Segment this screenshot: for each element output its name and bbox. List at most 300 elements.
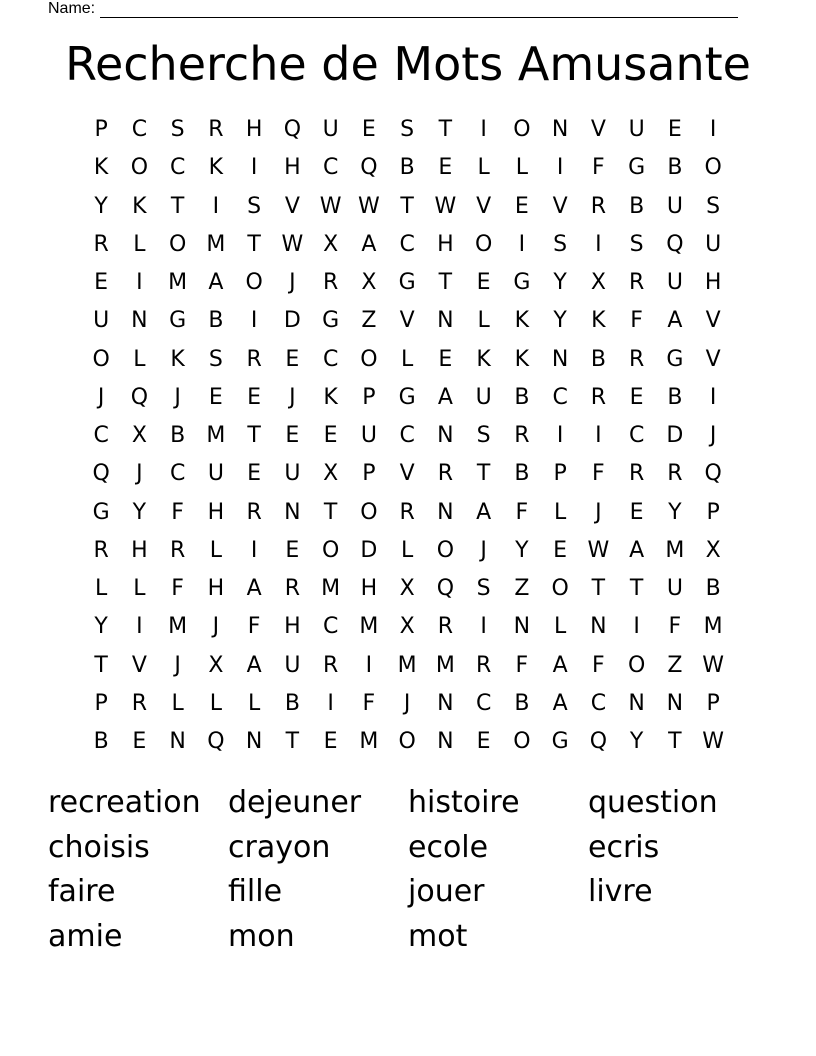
name-field: [48, 0, 738, 18]
grid-letter: F: [592, 155, 605, 181]
word-list-item: fille: [228, 874, 283, 909]
grid-letter: Y: [132, 499, 147, 525]
grid-letter: L: [400, 346, 414, 372]
grid-letter: U: [666, 270, 683, 295]
grid-letter: K: [132, 193, 147, 219]
grid-letter: B: [170, 423, 186, 448]
grid-letter: M: [168, 614, 188, 640]
grid-letter: E: [629, 499, 644, 525]
grid-letter: R: [246, 346, 262, 372]
grid-letter: A: [246, 652, 262, 678]
grid-letter: O: [704, 155, 722, 181]
grid-letter: G: [169, 308, 187, 334]
grid-letter: I: [327, 690, 334, 716]
grid-letter: R: [590, 193, 607, 219]
grid-letter: K: [208, 155, 224, 181]
grid-letter: U: [360, 423, 377, 448]
grid-letter: M: [206, 423, 226, 448]
grid-letter: E: [247, 384, 262, 410]
grid-letter: O: [474, 231, 493, 257]
grid-letter: I: [365, 652, 373, 678]
grid-letter: A: [208, 270, 224, 295]
grid-letter: I: [480, 117, 487, 142]
grid-letter: J: [595, 499, 602, 525]
grid-letter: X: [399, 614, 415, 640]
grid-letter: I: [595, 423, 602, 448]
grid-letter: A: [361, 231, 377, 257]
grid-letter: I: [212, 193, 220, 219]
grid-letter: L: [247, 690, 261, 716]
grid-letter: V: [399, 461, 415, 487]
grid-letter: S: [247, 193, 262, 219]
grid-letter: A: [667, 308, 683, 334]
grid-letter: U: [475, 384, 492, 410]
letter-grid: [82, 111, 732, 761]
grid-letter: O: [92, 346, 110, 372]
grid-letter: U: [322, 117, 339, 142]
grid-letter: V: [399, 308, 415, 334]
grid-letter: A: [552, 690, 568, 716]
grid-letter: Z: [361, 308, 377, 334]
word-list-item: ecris: [588, 829, 660, 865]
grid-letter: Z: [514, 576, 530, 601]
grid-letter: J: [174, 384, 181, 410]
grid-letter: M: [397, 652, 417, 678]
grid-letter: N: [245, 729, 263, 754]
grid-letter: K: [93, 155, 109, 181]
grid-letter: I: [556, 155, 564, 181]
grid-letter: P: [362, 384, 376, 410]
grid-letter: F: [171, 576, 184, 601]
grid-letter: J: [289, 270, 296, 295]
grid-letter: H: [207, 576, 225, 601]
grid-letter: R: [628, 270, 645, 295]
grid-letter: R: [590, 384, 607, 410]
word-list-item: dejeuner: [228, 785, 362, 820]
grid-letter: F: [362, 690, 376, 716]
grid-letter: B: [93, 729, 109, 754]
grid-letter: A: [552, 652, 568, 678]
grid-letter: G: [92, 499, 110, 525]
grid-letter: T: [629, 576, 644, 601]
grid-letter: R: [437, 461, 454, 487]
grid-letter: R: [322, 270, 339, 295]
grid-letter: G: [551, 729, 569, 754]
grid-letter: E: [438, 155, 453, 181]
grid-letter: G: [398, 384, 416, 410]
grid-letter: N: [437, 308, 454, 334]
grid-letter: N: [628, 690, 645, 716]
grid-letter: L: [553, 499, 567, 525]
grid-letter: O: [245, 270, 263, 295]
grid-letter: B: [667, 155, 683, 181]
grid-letter: K: [591, 308, 606, 334]
grid-letter: R: [667, 461, 683, 487]
grid-letter: U: [93, 308, 110, 334]
grid-letter: S: [553, 231, 568, 257]
word-list-item: ecole: [408, 829, 489, 865]
grid-letter: E: [476, 729, 491, 754]
grid-letter: E: [323, 423, 338, 448]
grid-letter: M: [665, 537, 685, 563]
grid-letter: Q: [589, 729, 608, 754]
grid-letter: N: [437, 690, 454, 716]
grid-letter: E: [285, 537, 300, 563]
grid-letter: B: [514, 690, 530, 716]
grid-letter: R: [93, 231, 109, 257]
grid-letter: S: [476, 576, 491, 601]
grid-letter: L: [515, 155, 528, 181]
grid-letter: K: [476, 346, 491, 372]
grid-letter: L: [400, 537, 414, 563]
grid-letter: J: [97, 384, 105, 410]
grid-letter: C: [399, 231, 415, 257]
grid-letter: E: [629, 384, 644, 410]
grid-letter: R: [169, 537, 186, 563]
grid-letter: B: [514, 461, 530, 487]
grid-letter: G: [322, 308, 340, 334]
grid-letter: T: [668, 729, 682, 754]
grid-letter: X: [323, 461, 339, 487]
grid-letter: N: [437, 423, 454, 448]
grid-letter: K: [514, 346, 530, 372]
grid-letter: B: [705, 576, 721, 601]
grid-letter: Y: [94, 193, 108, 219]
grid-letter: O: [398, 729, 416, 754]
grid-letter: N: [284, 499, 301, 525]
grid-letter: I: [480, 614, 487, 640]
grid-letter: Y: [668, 499, 682, 525]
grid-letter: R: [208, 117, 224, 142]
grid-letter: T: [438, 270, 453, 295]
grid-letter: Q: [92, 461, 110, 487]
word-list-item: mot: [408, 918, 468, 954]
grid-letter: G: [398, 270, 416, 295]
grid-letter: C: [131, 117, 148, 142]
grid-letter: Q: [360, 155, 378, 181]
grid-letter: U: [666, 193, 683, 219]
grid-letter: M: [321, 576, 341, 601]
grid-letter: Y: [553, 308, 567, 334]
grid-letter: L: [209, 537, 222, 563]
grid-letter: C: [399, 423, 415, 448]
grid-letter: O: [513, 117, 531, 142]
grid-letter: M: [206, 231, 226, 257]
grid-letter: C: [552, 384, 568, 410]
grid-letter: I: [250, 537, 258, 563]
grid-letter: T: [247, 231, 261, 257]
grid-letter: T: [476, 461, 491, 487]
grid-letter: U: [284, 461, 301, 487]
word-list-item: choisis: [48, 829, 150, 865]
grid-letter: V: [552, 193, 568, 219]
grid-letter: Y: [629, 729, 644, 754]
grid-letter: F: [171, 499, 184, 525]
grid-letter: W: [702, 729, 724, 754]
grid-letter: X: [361, 270, 377, 295]
grid-letter: Y: [94, 614, 108, 640]
grid-letter: B: [667, 384, 683, 410]
grid-letter: C: [93, 423, 109, 448]
grid-letter: U: [284, 652, 301, 678]
grid-letter: Q: [207, 729, 225, 754]
grid-letter: R: [628, 346, 645, 372]
grid-letter: A: [476, 499, 492, 525]
word-list-item: amie: [48, 918, 123, 954]
grid-letter: C: [475, 690, 492, 716]
name-underline: [100, 2, 738, 18]
grid-letter: E: [285, 346, 300, 372]
grid-letter: U: [705, 231, 722, 257]
name-label: Name:: [48, 0, 96, 17]
grid-letter: N: [437, 729, 454, 754]
grid-letter: N: [551, 117, 569, 142]
grid-letter: P: [706, 690, 720, 716]
grid-letter: A: [246, 576, 262, 601]
grid-letter: C: [322, 155, 339, 181]
word-list-item: faire: [48, 874, 116, 909]
word-list-item: recreation: [48, 785, 201, 820]
grid-letter: L: [477, 308, 490, 334]
grid-letter: H: [360, 576, 378, 601]
grid-letter: P: [706, 499, 720, 525]
grid-letter: T: [591, 576, 606, 601]
grid-letter: N: [590, 614, 607, 640]
grid-letter: O: [321, 537, 340, 563]
grid-letter: K: [514, 308, 530, 334]
grid-letter: E: [514, 193, 529, 219]
grid-letter: E: [667, 117, 682, 142]
grid-letter: C: [322, 614, 339, 640]
grid-letter: V: [476, 193, 492, 219]
grid-letter: W: [587, 537, 610, 563]
grid-letter: O: [360, 499, 378, 525]
grid-letter: B: [284, 690, 300, 716]
grid-letter: W: [702, 652, 724, 678]
grid-letter: L: [553, 614, 567, 640]
grid-letter: B: [399, 155, 415, 181]
grid-letter: W: [281, 231, 304, 257]
grid-letter: S: [208, 346, 223, 372]
grid-letter: V: [131, 652, 147, 678]
grid-letter: X: [131, 423, 147, 448]
grid-letter: F: [668, 614, 682, 640]
word-list-item: mon: [228, 918, 295, 954]
grid-letter: I: [250, 155, 258, 181]
grid-letter: I: [633, 614, 640, 640]
grid-letter: N: [666, 690, 684, 716]
grid-letter: I: [709, 384, 717, 410]
grid-letter: H: [704, 270, 722, 295]
grid-letter: L: [209, 690, 222, 716]
word-list: [48, 781, 768, 959]
grid-letter: I: [709, 117, 717, 142]
grid-letter: R: [246, 499, 262, 525]
grid-letter: T: [400, 193, 414, 219]
grid-letter: I: [556, 423, 564, 448]
grid-letter: M: [168, 270, 188, 295]
grid-letter: O: [513, 729, 531, 754]
grid-letter: H: [284, 614, 301, 640]
grid-letter: B: [514, 384, 530, 410]
grid-letter: O: [360, 346, 378, 372]
word-list-item: histoire: [408, 785, 520, 820]
grid-letter: F: [592, 461, 605, 487]
grid-letter: W: [434, 193, 457, 219]
grid-letter: L: [171, 690, 184, 716]
grid-letter: U: [207, 461, 224, 487]
grid-letter: N: [551, 346, 569, 372]
grid-letter: I: [518, 231, 526, 257]
grid-letter: A: [629, 537, 645, 563]
grid-letter: N: [513, 614, 531, 640]
grid-letter: X: [705, 537, 721, 563]
grid-letter: O: [551, 576, 569, 601]
grid-letter: U: [628, 117, 645, 142]
grid-letter: R: [475, 652, 492, 678]
grid-letter: E: [438, 346, 453, 372]
grid-letter: X: [323, 231, 339, 257]
grid-letter: E: [94, 270, 109, 295]
page-title: Recherche de Mots Amusante: [65, 37, 751, 91]
grid-letter: B: [629, 193, 645, 219]
grid-letter: Q: [436, 576, 455, 601]
grid-letter: C: [590, 690, 607, 716]
grid-letter: J: [136, 461, 143, 487]
grid-letter: C: [169, 461, 186, 487]
grid-letter: K: [323, 384, 338, 410]
grid-letter: T: [285, 729, 300, 754]
grid-letter: O: [168, 231, 187, 257]
grid-letter: I: [136, 270, 143, 295]
grid-letter: T: [94, 652, 108, 678]
grid-letter: E: [476, 270, 491, 295]
grid-letter: U: [666, 576, 683, 601]
grid-letter: P: [94, 690, 108, 716]
grid-letter: I: [250, 308, 258, 334]
grid-letter: M: [359, 614, 379, 640]
grid-letter: W: [357, 193, 380, 219]
grid-letter: D: [360, 537, 378, 563]
grid-letter: G: [513, 270, 531, 295]
grid-letter: P: [553, 461, 567, 487]
grid-letter: R: [437, 614, 454, 640]
grid-letter: J: [480, 537, 487, 563]
grid-letter: L: [477, 155, 490, 181]
grid-letter: S: [400, 117, 415, 142]
grid-letter: S: [629, 231, 644, 257]
grid-letter: E: [208, 384, 223, 410]
grid-letter: M: [435, 652, 455, 678]
grid-letter: P: [94, 117, 108, 142]
grid-letter: X: [399, 576, 415, 601]
grid-letter: N: [169, 729, 186, 754]
grid-letter: S: [706, 193, 721, 219]
word-list-item: question: [588, 785, 718, 820]
grid-letter: X: [208, 652, 224, 678]
grid-letter: L: [133, 576, 146, 601]
grid-letter: J: [289, 384, 296, 410]
grid-letter: H: [207, 499, 225, 525]
grid-letter: H: [131, 537, 148, 563]
grid-letter: V: [705, 346, 721, 372]
grid-letter: R: [131, 690, 148, 716]
grid-letter: M: [359, 729, 379, 754]
grid-letter: F: [515, 499, 529, 525]
grid-letter: Y: [553, 270, 567, 295]
grid-letter: P: [362, 461, 376, 487]
grid-letter: H: [437, 231, 454, 257]
word-list-item: jouer: [408, 874, 485, 909]
grid-letter: X: [590, 270, 606, 295]
grid-letter: Q: [283, 117, 302, 142]
grid-letter: F: [247, 614, 261, 640]
grid-letter: H: [245, 117, 263, 142]
grid-letter: J: [709, 423, 717, 448]
grid-letter: F: [630, 308, 643, 334]
grid-letter: Q: [130, 384, 149, 410]
grid-letter: O: [130, 155, 149, 181]
grid-letter: E: [247, 461, 262, 487]
grid-letter: F: [515, 652, 529, 678]
grid-letter: S: [476, 423, 491, 448]
grid-letter: N: [437, 499, 454, 525]
word-list-item: crayon: [228, 829, 331, 865]
grid-letter: Y: [515, 537, 529, 563]
grid-letter: L: [133, 231, 146, 257]
grid-letter: J: [212, 614, 220, 640]
grid-letter: I: [136, 614, 143, 640]
grid-letter: R: [322, 652, 339, 678]
grid-letter: R: [284, 576, 301, 601]
grid-letter: E: [361, 117, 376, 142]
grid-letter: L: [133, 346, 146, 372]
grid-letter: S: [170, 117, 185, 142]
grid-letter: E: [553, 537, 568, 563]
grid-letter: T: [247, 423, 261, 448]
grid-letter: J: [403, 690, 411, 716]
grid-letter: Q: [704, 461, 722, 487]
grid-letter: Z: [667, 652, 683, 678]
grid-letter: K: [170, 346, 185, 372]
grid-letter: G: [666, 346, 684, 372]
grid-letter: V: [590, 117, 606, 142]
grid-letter: T: [170, 193, 185, 219]
grid-letter: N: [131, 308, 148, 334]
grid-letter: W: [319, 193, 342, 219]
grid-letter: L: [94, 576, 108, 601]
grid-letter: E: [285, 423, 300, 448]
grid-letter: J: [174, 652, 181, 678]
grid-letter: V: [284, 193, 300, 219]
grid-letter: E: [132, 729, 147, 754]
grid-letter: H: [284, 155, 301, 181]
grid-letter: O: [436, 537, 455, 563]
grid-letter: M: [703, 614, 723, 640]
word-list-item: livre: [588, 874, 653, 909]
grid-letter: C: [322, 346, 339, 372]
grid-letter: T: [323, 499, 338, 525]
grid-letter: C: [169, 155, 186, 181]
grid-letter: I: [595, 231, 602, 257]
grid-letter: B: [208, 308, 224, 334]
grid-letter: R: [93, 537, 109, 563]
grid-letter: T: [438, 117, 453, 142]
grid-letter: D: [666, 423, 684, 448]
grid-letter: R: [399, 499, 415, 525]
grid-letter: R: [514, 423, 530, 448]
grid-letter: F: [592, 652, 605, 678]
